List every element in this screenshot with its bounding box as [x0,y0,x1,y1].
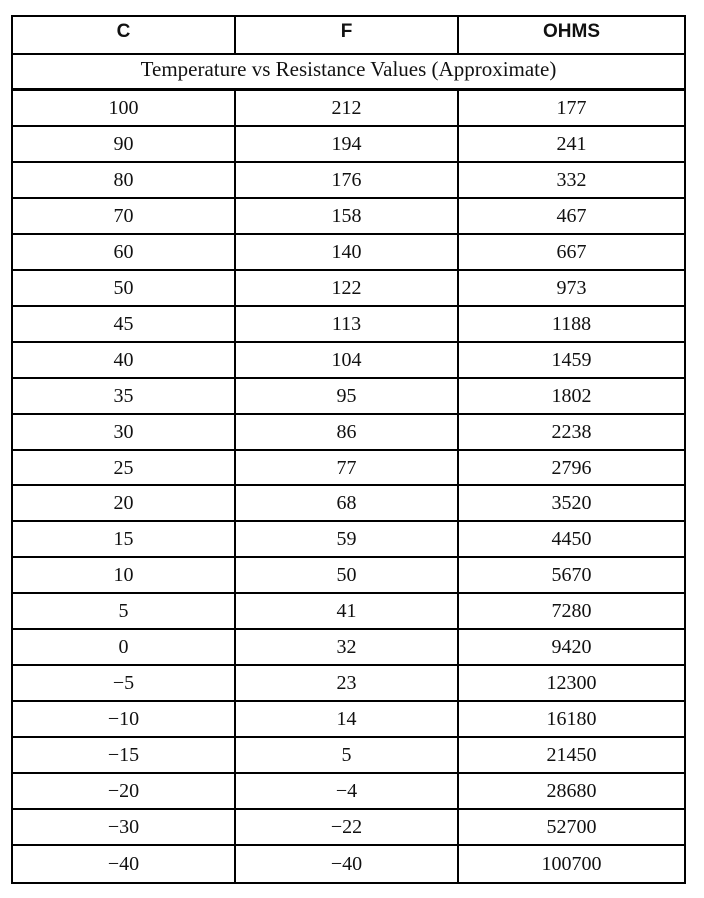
table-cell-fahrenheit: 95 [236,379,459,415]
table-cell-celsius: −10 [13,702,236,738]
temperature-resistance-table [11,15,686,884]
table-cell-celsius: −20 [13,774,236,810]
table-cell-fahrenheit: 212 [236,91,459,127]
table-cell-fahrenheit: 158 [236,199,459,235]
column-header-f: F [236,17,459,55]
table-cell-fahrenheit: 32 [236,630,459,666]
table-cell-fahrenheit: −4 [236,774,459,810]
table-cell-celsius: 90 [13,127,236,163]
table-cell-ohms: 12300 [459,666,684,702]
table-cell-fahrenheit: 5 [236,738,459,774]
table-cell-fahrenheit: 50 [236,558,459,594]
table-cell-fahrenheit: 176 [236,163,459,199]
table-cell-fahrenheit: 41 [236,594,459,630]
table-cell-fahrenheit: −22 [236,810,459,846]
table-cell-ohms: 3520 [459,486,684,522]
table-cell-celsius: 50 [13,271,236,307]
table-cell-celsius: 10 [13,558,236,594]
table-cell-ohms: 1188 [459,307,684,343]
table-cell-ohms: 241 [459,127,684,163]
table-cell-ohms: 2238 [459,415,684,451]
table-cell-fahrenheit: −40 [236,846,459,882]
table-cell-celsius: 40 [13,343,236,379]
table-cell-ohms: 4450 [459,522,684,558]
table-cell-celsius: 60 [13,235,236,271]
table-cell-celsius: 30 [13,415,236,451]
table-cell-ohms: 177 [459,91,684,127]
table-cell-ohms: 16180 [459,702,684,738]
table-cell-fahrenheit: 104 [236,343,459,379]
table-cell-celsius: 25 [13,451,236,487]
table-cell-ohms: 5670 [459,558,684,594]
table-cell-fahrenheit: 23 [236,666,459,702]
table-cell-ohms: 28680 [459,774,684,810]
table-cell-ohms: 2796 [459,451,684,487]
table-cell-celsius: 35 [13,379,236,415]
table-cell-fahrenheit: 14 [236,702,459,738]
table-caption: Temperature vs Resistance Values (Approximate) [13,55,684,91]
table-cell-celsius: 0 [13,630,236,666]
table-cell-ohms: 52700 [459,810,684,846]
table-cell-fahrenheit: 68 [236,486,459,522]
table-cell-celsius: 70 [13,199,236,235]
table-cell-fahrenheit: 113 [236,307,459,343]
table-cell-celsius: −40 [13,846,236,882]
table-cell-celsius: −5 [13,666,236,702]
table-cell-ohms: 7280 [459,594,684,630]
table-cell-celsius: 20 [13,486,236,522]
table-cell-ohms: 1459 [459,343,684,379]
table-cell-fahrenheit: 194 [236,127,459,163]
table-cell-fahrenheit: 59 [236,522,459,558]
table-cell-ohms: 332 [459,163,684,199]
table-cell-fahrenheit: 122 [236,271,459,307]
table-cell-ohms: 21450 [459,738,684,774]
table-cell-ohms: 667 [459,235,684,271]
table-cell-fahrenheit: 140 [236,235,459,271]
table-cell-ohms: 467 [459,199,684,235]
table-cell-ohms: 100700 [541,853,602,875]
table-cell-fahrenheit: 77 [236,451,459,487]
table-cell-celsius: 100 [13,91,236,127]
table-cell-celsius: −15 [13,738,236,774]
column-header-c: C [13,17,236,55]
table-cell-celsius: 15 [13,522,236,558]
table-cell-celsius: 5 [13,594,236,630]
table-cell-celsius: 45 [13,307,236,343]
table-cell-ohms: 1802 [459,379,684,415]
column-header-ohms: OHMS [459,17,684,55]
table-cell-celsius: 80 [13,163,236,199]
table-cell-celsius: −30 [13,810,236,846]
table-cell-fahrenheit: 86 [236,415,459,451]
table-cell-ohms: 9420 [459,630,684,666]
table-cell-ohms: 973 [459,271,684,307]
